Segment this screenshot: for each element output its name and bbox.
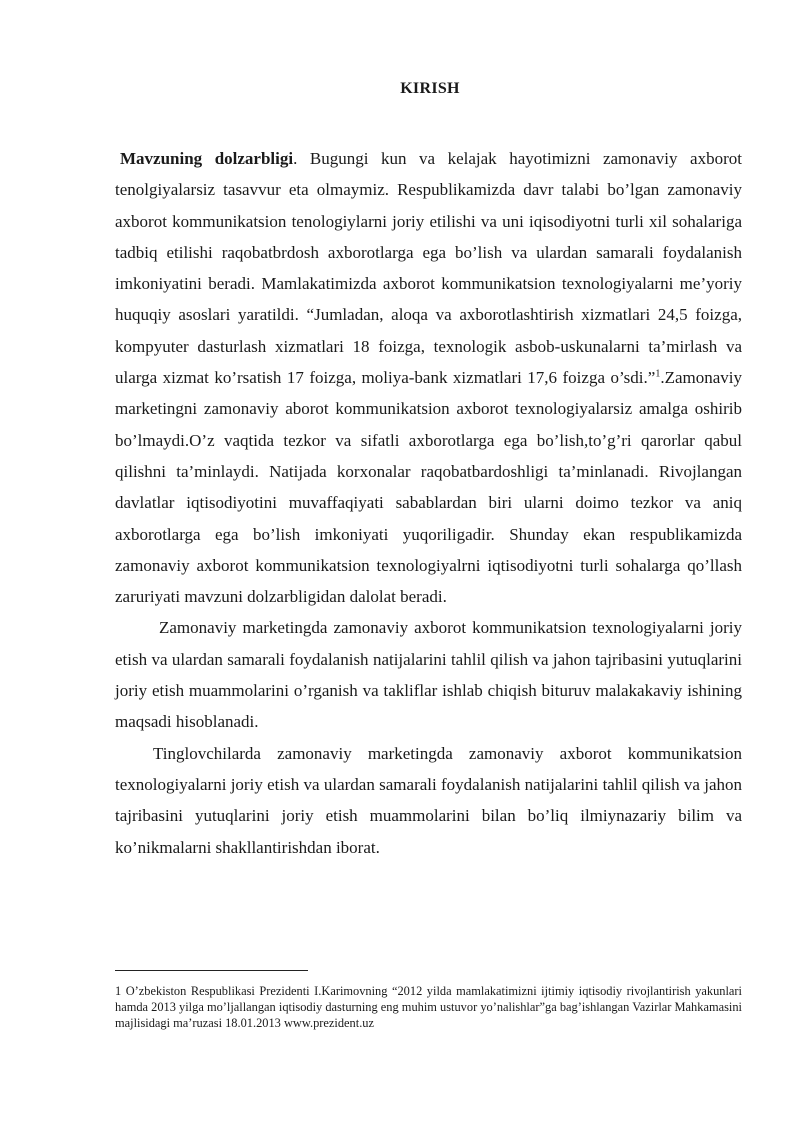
paragraph-objective: Tinglovchilarda zamonaviy marketingda zamonaviy axborot kommunikatsion texnologiyalarni joriy etish va ulardan samarali foydalanish natijalarini tahlil qilish va jahon tajribasini yutuqlarini joriy etish muammolarini bilan bo’liq ilmiynazariy bilim va ko’nikmalarni shakllantirishdan iborat.: [115, 743, 742, 857]
paragraph-goal: Zamonaviy marketingda zamonaviy axborot kommunikatsion texnologiyalarni joriy etish va ulardan samarali foydalanish natijalarini tahlil qilish va jahon tajribasini yutuqlarini joriy etish muammolarini o’rganish va takliflar ishlab chiqish bituruv malakakaviy ishining maqsadi hisoblanadi.: [115, 618, 742, 732]
footnote-reference: 1: [655, 368, 661, 380]
paragraph-text: .Zamonaviy marketingni zamonaviy aborot kommunikatsion axborot texnologiyalarsiz amalga oshirib bo’lmaydi.O’z vaqtida tezkor va sifatli axborotlarga ega bo’lish,to’g’ri qarorlar qabul qilishni ta’minlaydi. Natijada korxonalar raqobatbardoshligi ta’minlanadi. Rivojlangan davlatlar iqtisodiyotini muvaffaqiyati sabablardan biri ularni doimo tezkor va aniq axborotlarga ega bo’lish imkoniyati yuqoriligadir. Shunday ekan respublikamizda zamonaviy axborot kommunikatsion texnologiyalrni iqtisodiyotni turli sohalarga qo’llash zaruriyati mavzuni dolzarbligidan dalolat beradi.: [115, 368, 742, 607]
lead-heading: Mavzuning dolzarbligi: [120, 149, 294, 168]
paragraph-text: . Bugungi kun va kelajak hayotimizni zamonaviy axborot tenolgiyalarsiz tasavvur eta olmaymiz. Respublikamizda davr talabi bo’lgan zamonaviy axborot kommunikatsion tenologiylarni joriy etilishi va uni iqisodiyotni turli xil sohalariga tadbiq etilishi raqobatbrdosh axborotlarga ega bo’lish va ulardan samarali foydalanish imkoniyatini beradi. Mamlakatimizda axborot kommunikatsion texnologiyalarni me’yoriy huquqiy asoslari yaratildi. “Jumladan, aloqa va axborotlashtirish xizmatlari 24,5 foizga, kompyuter dasturlash xizmatlari 18 foizga, texnologik asbob-uskunalarni ta’mirlash va ularga xizmat ko’rsatish 17 foizga, moliya-bank xizmatlari 17,6 foizga o’sdi.”: [115, 149, 742, 388]
paragraph-relevance: [115, 143, 742, 612]
document-body: [115, 143, 742, 863]
footnote: 1 O’zbekiston Respublikasi Prezidenti I.Karimovning “2012 yilda mamlakatimizni ijtimiy iqtisodiy rivojlantirish yakunlari hamda 2013 yilga mo’ljallangan iqtisodiy dasturning eng muhim ustuvor yo’nalishlar”ga bag’ishlangan Vazirlar Mahkamasini majlisidagi ma’ruzasi 18.01.2013 www.prezident.uz: [115, 984, 742, 1030]
page-title: KIRISH: [400, 80, 460, 97]
footnote-separator: [115, 970, 308, 971]
